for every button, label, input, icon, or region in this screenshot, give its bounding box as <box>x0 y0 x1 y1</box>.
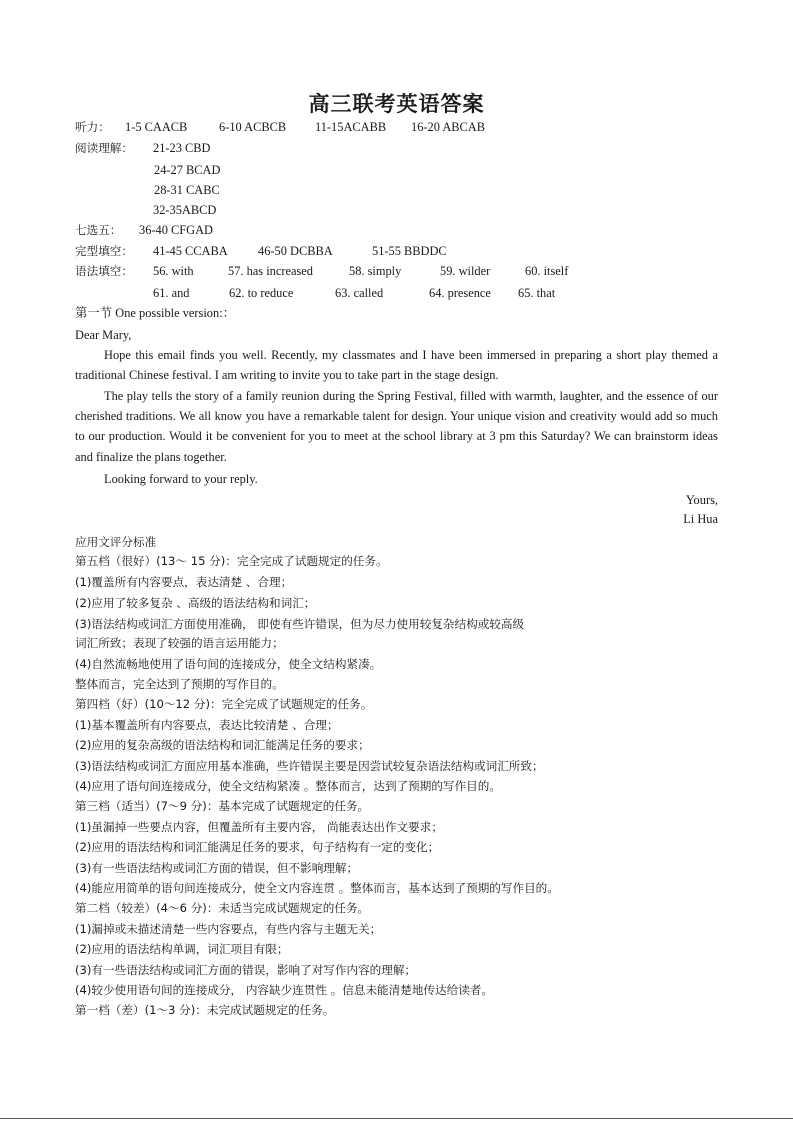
letter-closing: Yours, <box>685 493 718 507</box>
seven-five-answer: 36-40 CFGAD <box>139 223 214 237</box>
listening-answer-4: 16-20 ABCAB <box>411 120 486 134</box>
scoring-line: (2)应用的复杂高级的语法结构和词汇能满足任务的要求； <box>75 738 370 752</box>
scoring-line: 第四档（好）(10～12 分)：完全完成了试题规定的任务。 <box>75 697 373 711</box>
scoring-line: (1)虽漏掉一些要点内容，但覆盖所有主要内容， 尚能表达出作文要求； <box>75 820 443 834</box>
scoring-line: 第五档（很好）(13～ 15 分)：完全完成了试题规定的任务。 <box>75 554 388 568</box>
seven-five-label: 七选五： <box>75 223 122 237</box>
reading-answer-4: 32-35ABCD <box>153 203 217 217</box>
page-bottom-rule <box>0 1118 793 1119</box>
listening-label: 听力： <box>75 120 110 134</box>
grammar-answer: 60. itself <box>525 264 569 278</box>
scoring-line: (2)应用的语法结构和词汇能满足任务的要求，句子结构有一定的变化； <box>75 840 440 854</box>
scoring-line: (3)有一些语法结构或词汇方面的错误，影响了对写作内容的理解； <box>75 963 417 977</box>
grammar-answer: 57. has increased <box>228 264 313 278</box>
cloze-answer-1: 41-45 CCABA <box>153 244 228 258</box>
scoring-line: (1)基本覆盖所有内容要点，表达比较清楚 、合理； <box>75 718 339 732</box>
cloze-label: 完型填空： <box>75 244 133 258</box>
letter-paragraph-3-text: Looking forward to your reply. <box>104 472 258 486</box>
scoring-line: (1)漏掉或未描述清楚一些内容要点，有些内容与主题无关； <box>75 922 382 936</box>
letter-paragraph-2 <box>75 386 718 467</box>
scoring-line: (2)应用了较多复杂 、高级的语法结构和词汇； <box>75 596 316 610</box>
scoring-line: (4)能应用简单的语句间连接成分，使全文内容连贯 。整体而言，基本达到了预期的写作目的。 <box>75 881 559 895</box>
letter-paragraph-1 <box>75 345 718 385</box>
grammar-label: 语法填空： <box>75 264 133 278</box>
cloze-answer-3: 51-55 BBDDC <box>372 244 447 258</box>
page-title: 高三联考英语答案 <box>308 92 485 116</box>
letter-paragraph-1-text: Hope this email finds you well. Recently, my classmates and I have been immersed in preparing a short play themed a traditional Chinese festival. I am writing to invite you to take part in the stage design. <box>75 348 718 383</box>
scoring-title: 应用文评分标准 <box>75 535 157 549</box>
scoring-line: 词汇所致；表现了较强的语言运用能力； <box>75 636 284 650</box>
letter-paragraph-2-text: The play tells the story of a family reunion during the Spring Festival, filled with warmth, laughter, and the essence of our cherished traditions. We all know you have a remarkable talent for design. Your unique vision and creativity would add so much to our production. Would it be convenient for you to meet at the school library at 3 pm this Saturday? We can brainstorm ideas and finalize the plans together. <box>75 389 718 464</box>
grammar-answer: 61. and <box>153 286 190 300</box>
scoring-line: 第三档（适当）(7～9 分)：基本完成了试题规定的任务。 <box>75 799 370 813</box>
scoring-line: 整体而言，完全达到了预期的写作目的。 <box>75 677 284 691</box>
scoring-line: (1)覆盖所有内容要点，表达清楚 、合理； <box>75 575 293 589</box>
listening-answer-2: 6-10 ACBCB <box>219 120 287 134</box>
scoring-line: (4)应用了语句间连接成分，使全文结构紧凑 。整体而言，达到了预期的写作目的。 <box>75 779 501 793</box>
letter-greeting: Dear Mary, <box>75 328 132 342</box>
grammar-answer: 62. to reduce <box>229 286 294 300</box>
scoring-line: (3)语法结构或词汇方面使用准确， 即使有些许错误，但为尽力使用较复杂结构或较高级 <box>75 617 525 631</box>
scoring-line: 第二档（较差）(4～6 分)：未适当完成试题规定的任务。 <box>75 901 370 915</box>
grammar-answer: 63. called <box>335 286 384 300</box>
grammar-answer: 65. that <box>518 286 556 300</box>
grammar-answer: 59. wilder <box>440 264 491 278</box>
grammar-answer: 64. presence <box>429 286 491 300</box>
grammar-answer: 56. with <box>153 264 194 278</box>
reading-answer-2: 24-27 BCAD <box>154 163 221 177</box>
cloze-answer-2: 46-50 DCBBA <box>258 244 333 258</box>
grammar-answer: 58. simply <box>349 264 402 278</box>
listening-answer-3: 11-15ACABB <box>315 120 387 134</box>
scoring-line: (3)语法结构或词汇方面应用基本准确，些许错误主要是因尝试较复杂语法结构或词汇所致； <box>75 759 544 773</box>
scoring-line: (4)自然流畅地使用了语句间的连接成分，使全文结构紧凑。 <box>75 657 382 671</box>
reading-answer-1: 21-23 CBD <box>153 141 211 155</box>
scoring-line: 第一档（差）(1～3 分)：未完成试题规定的任务。 <box>75 1003 335 1017</box>
reading-answer-3: 28-31 CABC <box>154 183 220 197</box>
scoring-line: (3)有一些语法结构或词汇方面的错误，但不影响理解； <box>75 861 359 875</box>
reading-label: 阅读理解： <box>75 141 133 155</box>
section-label: 第一节 One possible version:： <box>75 306 236 320</box>
listening-answer-1: 1-5 CAACB <box>125 120 188 134</box>
scoring-line: (4)较少使用语句间的连接成分， 内容缺少连贯性 。信息未能清楚地传达给读者。 <box>75 983 493 997</box>
scoring-line: (2)应用的语法结构单调，词汇项目有限； <box>75 942 289 956</box>
letter-paragraph-3 <box>75 469 718 489</box>
letter-signature: Li Hua <box>683 512 718 526</box>
